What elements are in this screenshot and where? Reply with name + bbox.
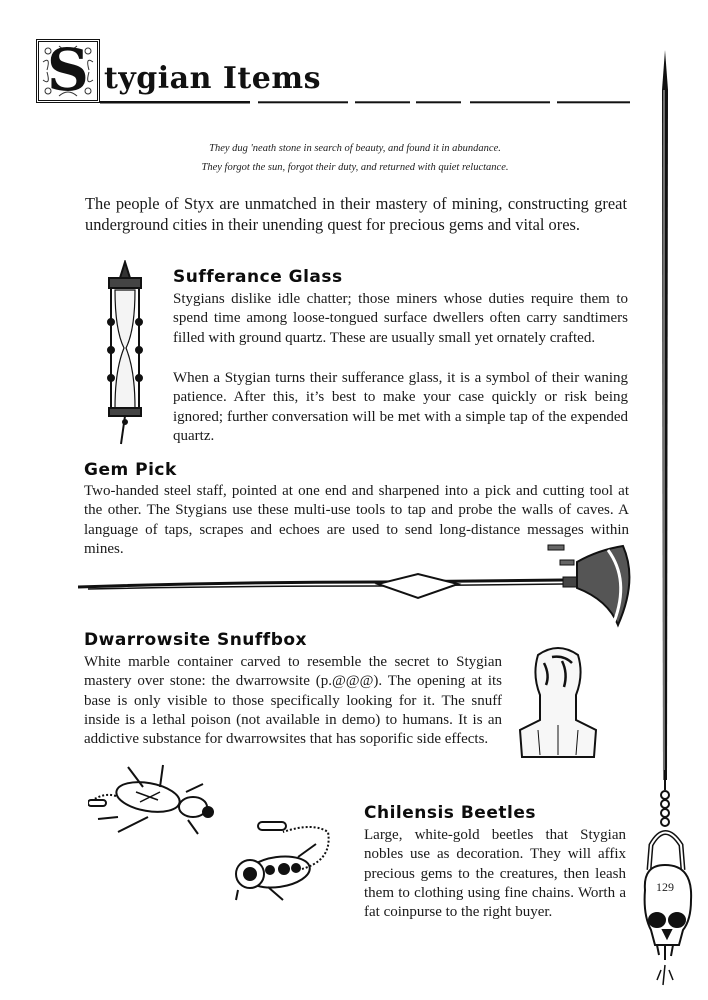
beetles-illustration-icon [88, 762, 338, 902]
epigraph-line-1: They dug 'neath stone in search of beauty, and found it in abundance. [209, 143, 501, 154]
snuffbox-illustration-icon [518, 645, 600, 760]
page-title: tygian Items [104, 61, 321, 96]
intro-paragraph: The people of Styx are unmatched in their mastery of mining, constructing great underground cities in their unending quest for precious gems and vital ores. [85, 194, 627, 234]
epigraph-line-2: They forgot the sun, forgot their duty, and returned with quiet reluctance. [201, 162, 509, 173]
dropcap-letter: S [47, 36, 89, 104]
hourglass-illustration-icon [95, 260, 155, 445]
dwarrowsite-snuffbox-paragraph: White marble container carved to resemble the secret to Stygian mastery over stone: the dwarrowsite (p.@@@). The opening at its base is only visible to those specifically looking for it. The snuff inside is a lethal poison (not available in demo) to humans. It is an addictive substance for dwarrowsites that has soporific side effects. [84, 654, 502, 748]
chilensis-beetles-paragraph: Large, white-gold beetles that Stygian nobles use as decoration. They will affix precious gems to the creatures, then leash them to clothing using fine chains. Worth a fat coinpurse to the right buyer. [364, 827, 626, 921]
page-number: 129 [656, 880, 674, 894]
gem-pick-illustration-icon [78, 540, 638, 630]
sufferance-glass-paragraph-2: When a Stygian turns their sufferance glass, it is a symbol of their waning patience. After this, it’s best to make your case quickly or risk being ignored; further conversation will be met with a simple tap of the expended quartz. [173, 370, 628, 444]
item-heading-sufferance-glass: Sufferance Glass [173, 267, 343, 287]
dropcap-s [36, 36, 100, 104]
title-underline [100, 101, 630, 104]
gem-pick-paragraph: Two-handed steel staff, pointed at one end and sharpened into a pick and cutting tool at the other. The Stygians use these multi-use tools to tap and probe the walls of caves. A language of taps, scrapes and echoes are used to send long-distance messages within mines. [84, 483, 629, 557]
sufferance-glass-paragraph-1: Stygians dislike idle chatter; those miners whose duties require them to spend time among loose-tongued surface dwellers often carry sandtimers filled with ground quartz. These are usually small yet ornately crafted. [173, 291, 628, 346]
item-heading-chilensis-beetles: Chilensis Beetles [364, 803, 536, 823]
item-heading-gem-pick: Gem Pick [84, 460, 177, 480]
spear-border-icon [655, 50, 675, 780]
item-heading-dwarrowsite-snuffbox: Dwarrowsite Snuffbox [84, 630, 308, 650]
